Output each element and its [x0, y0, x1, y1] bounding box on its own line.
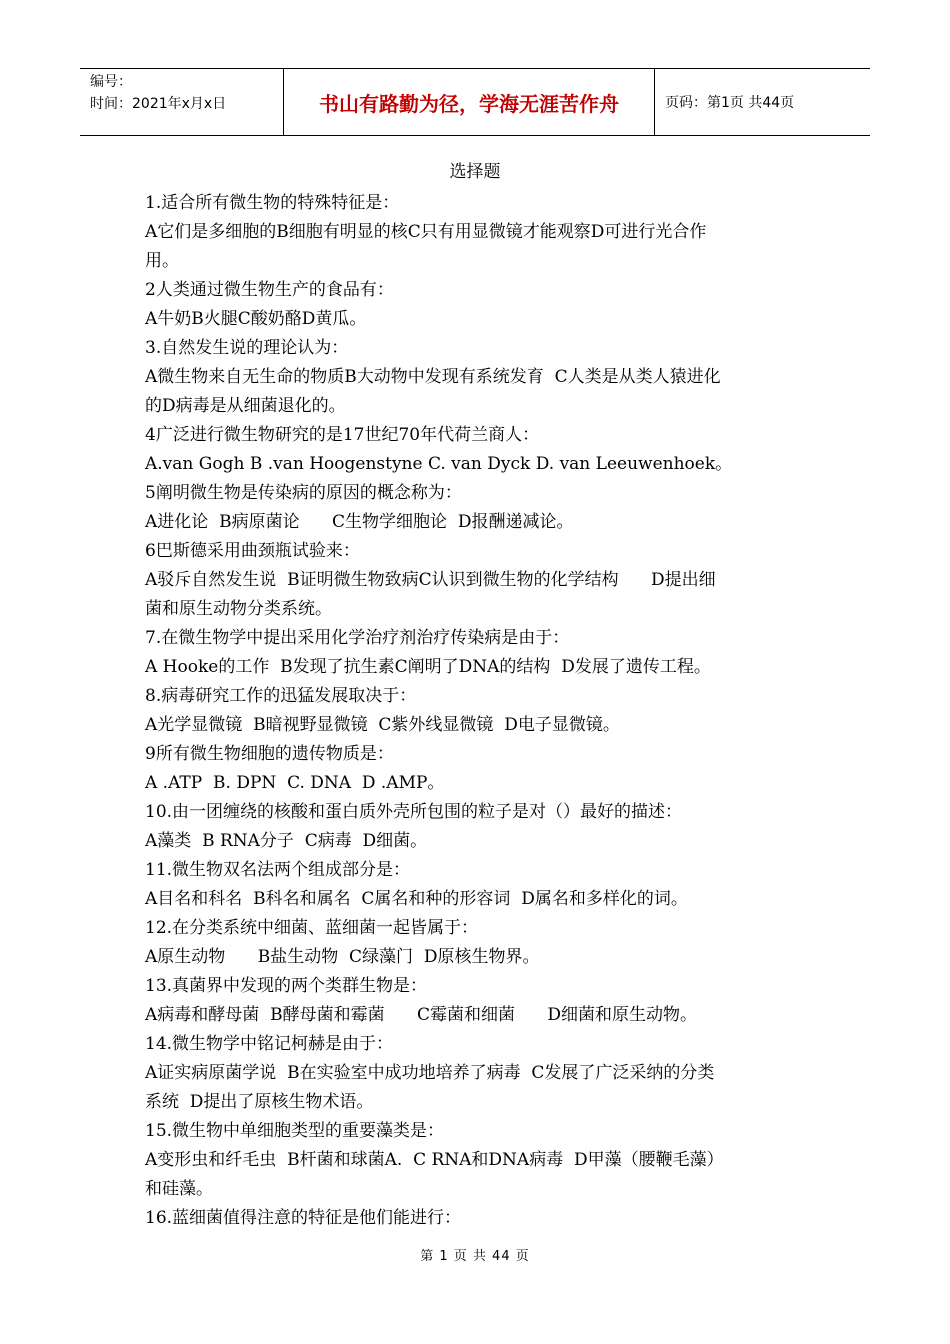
text-line: A微生物来自无生命的物质B大动物中发现有系统发育 C人类是从类人猿进化 [145, 367, 721, 387]
text-line: A变形虫和纤毛虫 B杆菌和球菌A. C RNA和DNA病毒 D甲藻（腰鞭毛藻） [145, 1150, 724, 1170]
header-meta [80, 69, 283, 135]
text-line: 4广泛进行微生物研究的是17世纪70年代荷兰商人： [145, 425, 540, 445]
text-line: 7.在微生物学中提出采用化学治疗剂治疗传染病是由于： [145, 628, 570, 648]
text-line: A目名和科名 B科名和属名 C属名和种的形容词 D属名和多样化的词。 [145, 889, 688, 909]
question-list [145, 189, 810, 1233]
text-line: A原生动物 B盐生动物 C绿藻门 D原核生物界。 [145, 947, 540, 967]
text-line: A病毒和酵母菌 B酵母菌和霉菌 C霉菌和细菌 D细菌和原生动物。 [145, 1005, 698, 1025]
text-line: A .ATP B. DPN C. DNA D .AMP。 [145, 773, 445, 793]
text-line: A Hooke的工作 B发现了抗生素C阐明了DNA的结构 D发展了遗传工程。 [145, 657, 711, 677]
header-page-info: 页码：第1页 共44页 [665, 95, 795, 111]
text-line: 13.真菌界中发现的两个类群生物是： [145, 976, 428, 996]
serial-label: 编号： [90, 74, 132, 90]
page-footer: 第 1 页 共 44 页 [420, 1249, 530, 1264]
text-line: A证实病原菌学说 B在实验室中成功地培养了病毒 C发展了广泛采纳的分类 [145, 1063, 715, 1083]
text-line: A牛奶B火腿C酸奶酪D黄瓜。 [145, 309, 367, 329]
text-line: A光学显微镜 B暗视野显微镜 C紫外线显微镜 D电子显微镜。 [145, 715, 620, 735]
text-line: 菌和原生动物分类系统。 [145, 599, 332, 619]
text-line: 16.蓝细菌值得注意的特征是他们能进行： [145, 1208, 462, 1228]
text-line: 1.适合所有微生物的特殊特征是： [145, 193, 400, 213]
header-motto: 书山有路勤为径，学海无涯苦作舟 [283, 69, 655, 135]
text-line: 14.微生物学中铭记柯赫是由于： [145, 1034, 394, 1054]
text-line: 5阐明微生物是传染病的原因的概念称为： [145, 483, 462, 503]
text-line: 15.微生物中单细胞类型的重要藻类是： [145, 1121, 445, 1141]
text-line: 9所有微生物细胞的遗传物质是： [145, 744, 394, 764]
text-line: 和硅藻。 [145, 1179, 213, 1199]
text-line: 11.微生物双名法两个组成部分是： [145, 860, 411, 880]
text-line: A驳斥自然发生说 B证明微生物致病C认识到微生物的化学结构 D提出细 [145, 570, 716, 590]
text-line: 3.自然发生说的理论认为： [145, 338, 349, 358]
text-line: 10.由一团缠绕的核酸和蛋白质外壳所包围的粒子是对（）最好的描述： [145, 802, 683, 822]
document-title: 选择题 [449, 162, 501, 182]
text-line: 8.病毒研究工作的迅猛发展取决于： [145, 686, 417, 706]
text-line: 的D病毒是从细菌退化的。 [145, 396, 346, 416]
text-line: 系统 D提出了原核生物术语。 [145, 1092, 374, 1112]
text-line: A它们是多细胞的B细胞有明显的核C只有用显微镜才能观察D可进行光合作 [145, 222, 707, 242]
time-label: 时间：2021年x月x日 [90, 96, 227, 112]
text-line: 用。 [145, 251, 179, 271]
text-line: A进化论 B病原菌论 C生物学细胞论 D报酬递减论。 [145, 512, 574, 532]
text-line: 12.在分类系统中细菌、蓝细菌一起皆属于： [145, 918, 479, 938]
text-line: A.van Gogh B .van Hoogenstyne C. van Dyck D. van Leeuwenhoek。 [145, 454, 733, 474]
text-line: 6巴斯德采用曲颈瓶试验来： [145, 541, 360, 561]
text-line: A藻类 B RNA分子 C病毒 D细菌。 [145, 831, 428, 851]
text-line: 2人类通过微生物生产的食品有： [145, 280, 394, 300]
page-header [80, 68, 870, 136]
